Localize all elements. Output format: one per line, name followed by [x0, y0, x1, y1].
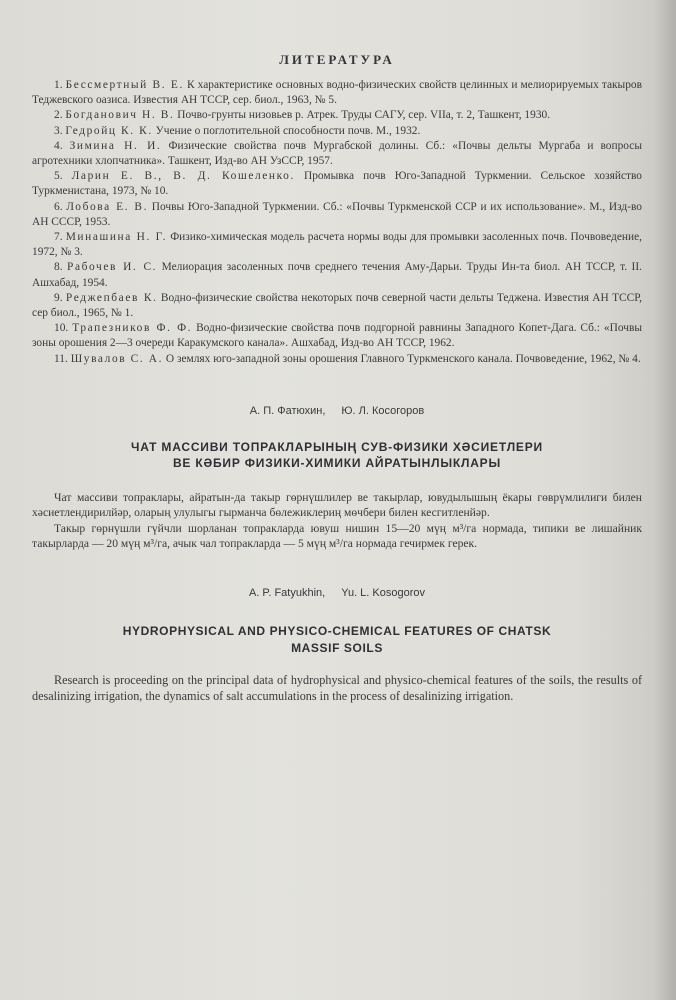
abstract-paragraph: Чат массиви топраклары, айратын-да такыр гөрнүшлилер ве такырлар, ювудылышың ёкары гөврүмлилиги билен хәсиетлендирилйәр, оларың улулыгы гырманча бөлежиклериң мөчбери билен кесгитленйәр.: [32, 490, 642, 520]
title-line: MASSIF SOILS: [291, 641, 383, 656]
title-line: ЧАТ МАССИВИ ТОПРАКЛАРЫНЫҢ СУВ-ФИЗИКИ ХӘСИЕТЛЕРИ: [131, 439, 543, 454]
author-name: Ю. Л. Косогоров: [341, 404, 425, 417]
reference-item: 9. Реджепбаев К. Водно-физические свойства некоторых почв северной части дельты Теджена. Известия АН ТССР, сер биол., 1965, № 1.: [32, 291, 643, 320]
reference-item: 11. Шувалов С. А. О землях юго-западной зоны орошения Главного Туркменского канала. Почвоведение, 1962, № 4.: [54, 352, 641, 365]
turkmen-title: [32, 439, 642, 472]
turkmen-authors: [32, 405, 642, 417]
reference-list: [32, 78, 642, 367]
author-name: Yu. L. Kosogorov: [341, 587, 425, 600]
turkmen-abstract: [32, 490, 642, 552]
page-edge-shadow: [654, 0, 676, 1000]
english-title: [32, 623, 642, 657]
reference-item: 8. Рабочев И. С. Мелиорация засоленных почв среднего течения Аму-Дарьи. Труды Ин-та биол. АН ТССР, т. II. Ашхабад, 1954.: [32, 261, 642, 289]
reference-item: 5. Ларин Е. В., В. Д. Кошеленко. Промывка почв Юго-Западной Туркмении. Сельское хозяйство Туркменистана, 1973, № 10.: [32, 170, 642, 198]
reference-item: 3. Гедройц К. К. Учение о поглотительной способности почв. М., 1932.: [54, 124, 421, 137]
reference-item: 1. Бессмертный В. Е. К характеристике основных водно-физических свойств целинных и мелиорируемых такыров Теджевского оазиса. Известия АН ТССР, сер. биол., 1963, № 5.: [32, 79, 642, 107]
author-name: А. П. Фатюхин,: [249, 404, 326, 417]
literature-heading: ЛИТЕРАТУРА: [279, 52, 395, 67]
english-abstract: Research is proceeding on the principal data of hydrophysical and physico-chemical features of the soils, the results of desalinizing irrigation, the dynamics of salt accumulations in the process of desalinizing irrigation.: [32, 673, 642, 704]
abstract-paragraph: Такыр гөрнүшли гүйчли шорланан топракларда ювуш нишин 15—20 мүң м³/га нормада, типики ве лишайник такырларда — 20 мүң м³/га, ачык чал топракларда — 5 мүң м³/га нормада гечирмек герек.: [32, 521, 642, 551]
reference-item: 6. Лобова Е. В. Почвы Юго-Западной Туркмении. Сб.: «Почвы Туркменской ССР и их использование». М., Изд-во АН СССР, 1953.: [32, 200, 642, 228]
reference-item: 2. Богданович Н. В. Почво-грунты низовьев р. Атрек. Труды САГУ, сер. VIIа, т. 2, Ташкент, 1930.: [54, 109, 551, 122]
reference-item: 10. Трапезников Ф. Ф. Водно-физические свойства почв подгорной равнины Западного Копет-Дага. Сб.: «Почвы зоны орошения 2—3 очереди Каракумского канала». Ашхабад, Изд-во АН ТССР, 1962.: [32, 322, 642, 350]
title-line: ВЕ КӘБИР ФИЗИКИ-ХИМИКИ АЙРАТЫНЛЫКЛАРЫ: [172, 456, 502, 471]
title-line: HYDROPHYSICAL AND PHYSICO-CHEMICAL FEATURES OF CHATSK: [122, 624, 552, 639]
author-name: A. P. Fatyukhin,: [248, 587, 326, 600]
english-authors: [32, 587, 642, 599]
reference-item: 4. Зимина Н. И. Физические свойства почв Мургабской долины. Сб.: «Почвы дельты Мургаба и вопросы агротехники хлопчатника». Ташкент, Изд-во АН УзССР, 1957.: [32, 139, 642, 168]
reference-item: 7. Минашина Н. Г. Физико-химическая модель расчета нормы воды для промывки засоленных почв. Почвоведение, 1972, № 3.: [32, 231, 642, 259]
page-content: [32, 52, 642, 705]
